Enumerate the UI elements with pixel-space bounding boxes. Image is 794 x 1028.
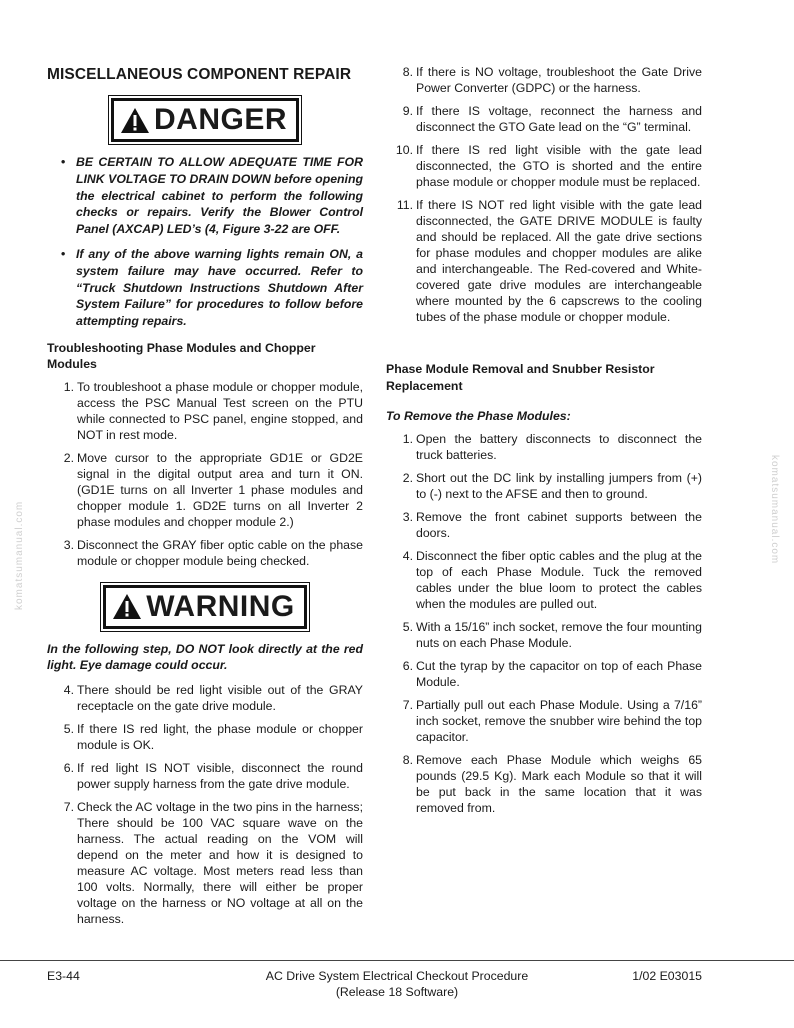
footer-divider: [0, 960, 794, 961]
danger-sign: [47, 98, 363, 142]
warning-sign: [47, 585, 363, 629]
list-item: 4. Disconnect the fiber optic cables and the plug at the top of each Phase Module. Tuck the removed cables under the blue loom to protect the cables when the modules are pulled out.: [402, 548, 702, 611]
steps-list: [386, 431, 702, 816]
list-item: 3. Disconnect the GRAY fiber optic cable on the phase module or chopper module being checked.: [63, 537, 363, 568]
list-item: 8. If there is NO voltage, troubleshoot the Gate Drive Power Converter (GDPC) or the harness.: [402, 65, 702, 95]
warning-label: WARNING: [146, 589, 295, 623]
list-item: 5. With a 15/16” inch socket, remove the four mounting nuts on each Phase Module.: [402, 619, 702, 650]
section-title: MISCELLANEOUS COMPONENT REPAIR: [47, 66, 352, 83]
watermark-right: komatsumanual.com: [769, 455, 780, 565]
list-item: 2. Move cursor to the appropriate GD1E or GD2E signal in the digital output area and turn it ON. (GD1E turns on all Inverter 1 phase modules and chopper module 1. GD2E turns on all Inverter 2 phase modules and chopper module 2.): [63, 450, 363, 529]
watermark-left: komatsumanual.com: [14, 500, 25, 610]
list-item: 4. There should be red light visible out of the GRAY receptacle on the gate drive module.: [63, 682, 363, 713]
steps-list: [47, 379, 363, 569]
list-item: 1. Open the battery disconnects to disconnect the truck batteries.: [402, 431, 702, 462]
list-item: 8. Remove each Phase Module which weighs 65 pounds (29.5 Kg). Mark each Module so that it will be put back in the same location that it was removed from.: [402, 752, 702, 815]
footer-title: AC Drive System Electrical Checkout Procedure (Release 18 Software): [265, 969, 529, 999]
steps-list: [386, 64, 702, 325]
warning-triangle-icon: [112, 593, 142, 620]
list-item: 7. Partially pull out each Phase Module. Using a 7/16” inch socket, remove the snubber wire behind the top capacitor.: [402, 697, 702, 744]
list-item: 10. If there IS red light visible with the gate lead disconnected, the GTO is shorted and the entire phase module or chopper module must be replaced.: [395, 143, 702, 189]
list-item: 2. Short out the DC link by installing jumpers from (+) to (-) next to the AFSE and then to ground.: [402, 470, 702, 501]
danger-label: DANGER: [153, 103, 287, 136]
list-item: 9. If there IS voltage, reconnect the harness and disconnect the GTO Gate lead on the “G” terminal.: [402, 104, 702, 134]
subheading: Phase Module Removal and Snubber Resistor Replacement: [386, 362, 655, 393]
list-item: • If any of the above warning lights remain ON, a system failure may have occurred. Refer to “Truck Shutdown Instructions Shutdown After System Failure” for procedures to follow before attempting repairs.: [61, 246, 363, 329]
page-number: E3-44: [47, 969, 80, 983]
list-item: 7. Check the AC voltage in the two pins in the harness; There should be 100 VAC square wave on the harness. The actual reading on the VOM will depend on the meter and how it is designed to measure AC voltage. Most meters read less than 100 volts. Normally, there will either be proper voltage on the harness or NO voltage at all on the harness.: [63, 799, 363, 926]
list-item: 6. If red light IS NOT visible, disconnect the round power supply harness from the gate drive module.: [63, 760, 363, 791]
footer-code: 1/02 E03015: [632, 969, 702, 983]
subheading: Troubleshooting Phase Modules and Chopper Modules: [47, 340, 316, 372]
list-item: 6. Cut the tyrap by the capacitor on top of each Phase Module.: [402, 658, 702, 689]
left-column: [47, 64, 363, 934]
list-item: 1. To troubleshoot a phase module or chopper module, access the PSC Manual Test screen on the PTU while connected to PSC panel, engine stopped, and NOT in rest mode.: [63, 379, 363, 442]
subheading-italic: To Remove the Phase Modules:: [386, 409, 571, 423]
warning-triangle-icon: [120, 107, 150, 134]
list-item: • BE CERTAIN TO ALLOW ADEQUATE TIME FOR LINK VOLTAGE TO DRAIN DOWN before opening the electrical cabinet to perform the following checks or repairs. Verify the Blower Control Panel (AXCAP) LED’s (4, Figure 3-22 are OFF.: [61, 155, 363, 237]
warning-note: In the following step, DO NOT look directly at the red light. Eye damage could occur.: [47, 641, 363, 673]
steps-list: [47, 682, 363, 927]
list-item: 3. Remove the front cabinet supports between the doors.: [402, 509, 702, 540]
list-item: 11. If there IS NOT red light visible with the gate lead disconnected, the GATE DRIVE MODULE is faulty and should be replaced. All the gate drive sections for phase modules and chopper modules are alike and interchangeable. The Red-covered and White-covered gate drive modules are interchangeable where mounted by the 6 capscrews to the cooling tubes of the phase module or chopper module.: [396, 198, 702, 324]
right-column: [386, 64, 702, 823]
list-item: 5. If there IS red light, the phase module or chopper module is OK.: [63, 721, 363, 752]
danger-bullets: [47, 154, 363, 330]
